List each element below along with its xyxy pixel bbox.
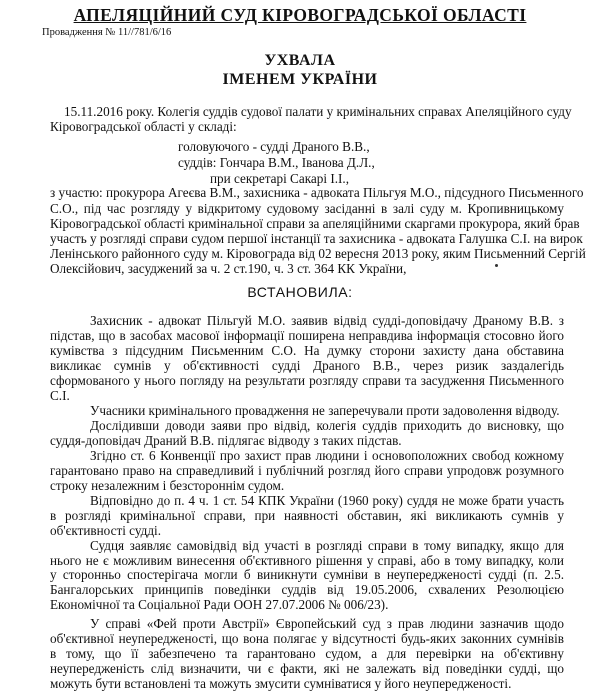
text-line: у сторонньо спостерігача могли б виникнути сумніви в неупередженості судді (п. 2.5. bbox=[50, 567, 564, 582]
section-heading: ВСТАНОВИЛА: bbox=[247, 284, 353, 300]
text-line: суддя-доповідач Драний В.В. підлягає відводу з таких підстав. bbox=[50, 433, 402, 448]
text-line: при секретарі Сакарі І.І., bbox=[210, 171, 349, 186]
text-line: Ленінського районного суду м. Кіровограда від 02 вересня 2013 року, яким Письменний Сергій bbox=[50, 246, 586, 261]
text-line: викликає сумнів у об'єктивності судді Драного В.В., через ризик заздалегідь bbox=[50, 358, 564, 373]
text-line: в тому, що її забезпечено та гарантовано судом, а для перевірки на об'єктивну bbox=[50, 646, 564, 661]
text-line: можуть бути встановлені та можуть змусити сумніватися у його неупередженості. bbox=[50, 676, 512, 691]
text-line: підстав, що в засобах масової інформації поширена неправдива інформація стосовно його bbox=[50, 328, 564, 343]
text-line: С.О., під час розгляду у відкритому судовому засіданні в залі суду м. Кропивницькому bbox=[50, 201, 564, 216]
scan-mark bbox=[495, 264, 498, 267]
text-line: кумівства з підсудним Письменним С.О. На думку сторони захисту дана обставина bbox=[50, 343, 564, 358]
text-line: Згідно ст. 6 Конвенції про захист прав людини і основоположних свобод кожному bbox=[90, 448, 564, 463]
text-line: з участю: прокурора Агеєва В.М., захисника - адвоката Пільгуя М.О., підсудного Письменного bbox=[50, 185, 584, 200]
text-line: об'єктивної неупередженості, що вона полягає у відсутності будь-яких законних сумнівів bbox=[50, 631, 564, 646]
text-line: Економічної та Соціальної Ради ООН 27.07.2006 № 006/23). bbox=[50, 597, 389, 612]
text-line: об'єктивності судді. bbox=[50, 523, 161, 538]
document-subtitle: ІМЕНЕМ УКРАЇНИ bbox=[222, 71, 378, 88]
text-line: суддів: Гончара В.М., Іванова Д.Л., bbox=[178, 155, 375, 170]
text-line: Відповідно до п. 4 ч. 1 ст. 54 КПК України (1960 року) суддя не може брати участь bbox=[90, 493, 564, 508]
text-line: головуючого - судді Драного В.В., bbox=[178, 139, 370, 154]
text-line: неупередженість слід визначити, чи є факти, які не залежать від поведінки судді, що bbox=[50, 661, 564, 676]
text-line: Дослідивши доводи заяви про відвід, колегія суддів приходить до висновку, що bbox=[90, 418, 564, 433]
text-line: Захисник - адвокат Пільгуй М.О. заявив відвід судді-доповідачу Драному В.В. з bbox=[90, 313, 564, 328]
text-line: Олексійович, засуджений за ч. 2 ст.190, ч. 3 ст. 364 КК України, bbox=[50, 261, 407, 276]
text-line: У справі «Фей проти Австрії» Європейський суд з прав людини зазначив щодо bbox=[90, 616, 564, 631]
text-line: в розгляді кримінальної справи, при наявності обставин, які викликають сумнів у bbox=[50, 508, 564, 523]
text-line: Кіровоградської області у складі: bbox=[50, 119, 237, 134]
text-line: Судця заявляє самовідвід від участі в розгляді справи в тому випадку, якщо для bbox=[90, 538, 564, 553]
document-title: УХВАЛА bbox=[264, 52, 336, 69]
text-line: С.І. bbox=[50, 388, 70, 403]
text-line: Учасники кримінального провадження не заперечували проти задоволення відводу. bbox=[90, 403, 560, 418]
text-line: гарантовано право на справедливий і публічний розгляд його справи упродовж розумного bbox=[50, 463, 564, 478]
text-line: участь у розгляді справи судом першої інстанції та захисника - адвоката Галушка С.І. на вирок bbox=[50, 231, 583, 246]
text-line: строку незалежним і безстороннім судом. bbox=[50, 478, 285, 493]
text-line: Кіровоградської області кримінальної справи за апеляційними скаргами прокурора, який брав bbox=[50, 216, 580, 231]
case-number: Провадження № 11//781/6/16 bbox=[42, 27, 172, 38]
text-line: сформованого у нього погляду на результати розгляду справи та засудження Письменного bbox=[50, 373, 564, 388]
text-line: нього не є можливим винесення об'єктивного рішення у справі, або в тому випадку, коли bbox=[50, 553, 564, 568]
court-name: АПЕЛЯЦІЙНИЙ СУД КІРОВОГРАДСЬКОЇ ОБЛАСТІ bbox=[73, 5, 527, 25]
text-line: 15.11.2016 року. Колегія суддів судової палати у кримінальних справах Апеляційного суду bbox=[64, 104, 572, 119]
text-line: Бангалорських принципів поведінки суддів від 19.05.2006, схвалених Резолюцією bbox=[50, 582, 564, 597]
